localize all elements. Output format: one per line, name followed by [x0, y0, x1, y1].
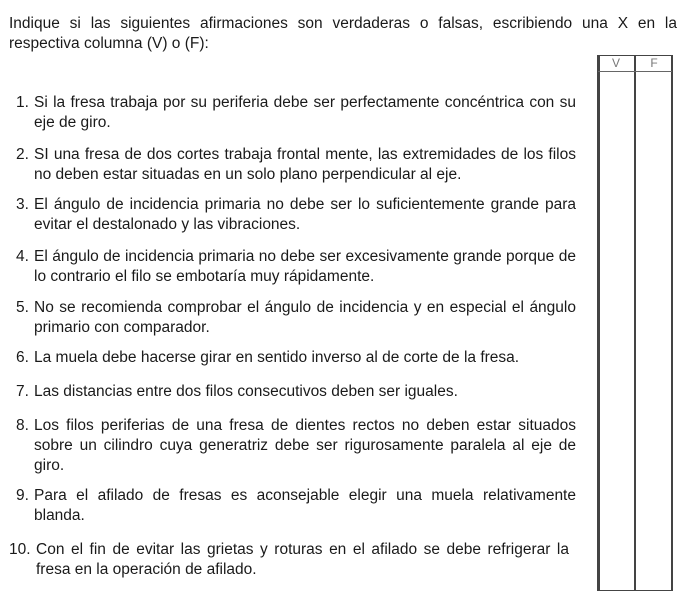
- statement-text: Si la fresa trabaja por su periferia debe ser perfectamente concéntrica con su eje de giro.: [34, 94, 576, 131]
- statement-item-3: [16, 195, 576, 235]
- statement-text: Con el fin de evitar las grietas y roturas en el afilado se debe refrigerar la fresa en la operación de afilado.: [36, 541, 569, 578]
- statement-item-6: [16, 348, 576, 368]
- answer-table: [597, 55, 673, 591]
- statement-item-2: [16, 145, 576, 185]
- statement-text: La muela debe hacerse girar en sentido inverso al de corte de la fresa.: [34, 349, 520, 366]
- statement-number: 7.: [16, 383, 29, 400]
- statement-text: SI una fresa de dos cortes trabaja frontal mente, las extremidades de los filos no deben estar situadas en un solo plano perpendicular al eje.: [34, 146, 576, 183]
- statement-item-8: [16, 416, 576, 476]
- statement-text: No se recomienda comprobar el ángulo de incidencia y en especial el ángulo primario con comparador.: [34, 299, 576, 336]
- statement-item-9: [16, 486, 576, 526]
- statement-text: Para el afilado de fresas es aconsejable elegir una muela relativamente blanda.: [34, 487, 576, 524]
- column-header-v: V: [611, 56, 620, 70]
- statement-text: Las distancias entre dos filos consecutivos deben ser iguales.: [34, 383, 458, 400]
- statement-item-4: [16, 247, 576, 287]
- statement-item-5: [16, 298, 576, 338]
- statement-item-10: [9, 540, 569, 580]
- answer-column-v[interactable]: [600, 72, 634, 590]
- statement-number: 10.: [9, 541, 31, 558]
- statement-number: 5.: [16, 299, 29, 316]
- statement-text: El ángulo de incidencia primaria no debe ser excesivamente grande porque de lo contrario el filo se embotaría muy rápidamente.: [34, 248, 576, 285]
- answer-column-f[interactable]: [636, 72, 671, 590]
- instructions-text: Indique si las siguientes afirmaciones son verdaderas o falsas, escribiendo una X en la respectiva columna (V) o (F):: [9, 15, 677, 52]
- statement-number: 1.: [16, 94, 29, 111]
- column-header-f: F: [650, 56, 658, 70]
- statement-number: 3.: [16, 196, 29, 213]
- statement-number: 4.: [16, 248, 29, 265]
- statement-number: 8.: [16, 417, 29, 434]
- statement-number: 2.: [16, 146, 29, 163]
- statement-number: 6.: [16, 349, 29, 366]
- statement-item-1: [16, 93, 576, 133]
- statement-text: El ángulo de incidencia primaria no debe ser lo suficientemente grande para evitar el destalonado y las vibraciones.: [34, 196, 576, 233]
- statement-number: 9.: [16, 487, 29, 504]
- statement-text: Los filos periferias de una fresa de dientes rectos no deben estar situados sobre un cilindro cuya generatriz debe ser rigurosamente paralela al eje de giro.: [34, 417, 576, 474]
- statement-item-7: [16, 382, 576, 402]
